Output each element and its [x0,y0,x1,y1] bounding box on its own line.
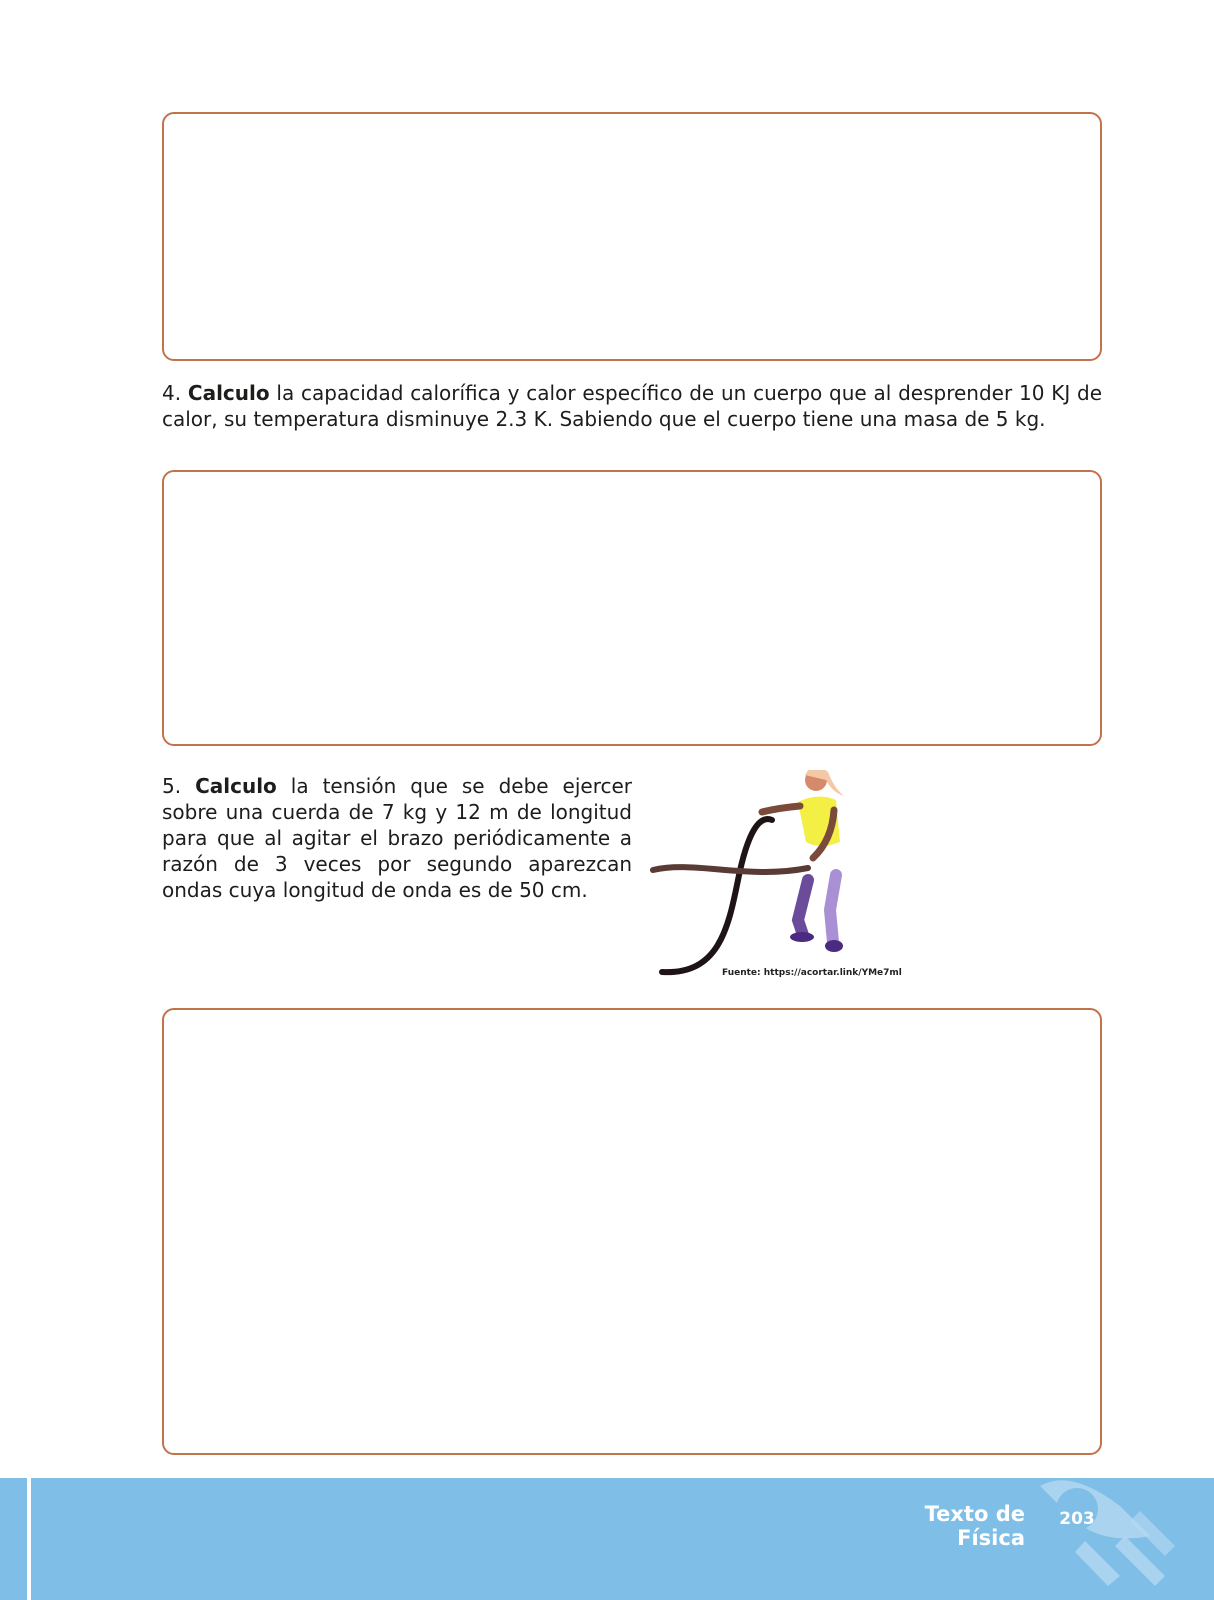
exercise-5-number: 5. [162,774,182,798]
page-number: 203 [1059,1509,1095,1529]
exercise-4-verb: Calculo [187,381,270,405]
battle-rope-illustration [648,770,898,985]
exercise-4-number: 4. [162,381,182,405]
rope-lower [662,819,772,972]
rope-upper [653,867,808,872]
rocket-icon [1030,1476,1214,1600]
exercise-4 [162,380,1102,432]
leg-front [830,875,836,942]
exercise-5-verb: Calculo [195,774,277,798]
answer-box-exercise-4[interactable] [162,470,1102,746]
exercise-5-text: la tensión que se debe ejercer sobre una cuerda de 7 kg y 12 m de longitud para que al agitar el brazo periódicamente a razón de 3 veces por segundo aparezcan ondas cuya longitud de onda es de 50 cm. [162,774,633,902]
arm-left [762,806,800,812]
answer-box-previous[interactable] [162,112,1102,361]
shoe-front [825,940,843,952]
answer-box-exercise-5[interactable] [162,1008,1102,1455]
image-source-caption: Fuente: https://acortar.link/YMe7ml [722,968,902,978]
exercise-5 [162,773,632,903]
exercise-4-text: la capacidad calorífica y calor específico de un cuerpo que al desprender 10 KJ de calor, su temperatura disminuye 2.3 K. Sabiendo que el cuerpo tiene una masa de 5 kg. [162,381,1103,431]
shoe-back [790,932,814,942]
leg-back [798,880,808,935]
footer-book-title: Texto de Física [924,1502,1025,1550]
footer-divider [27,1478,31,1600]
